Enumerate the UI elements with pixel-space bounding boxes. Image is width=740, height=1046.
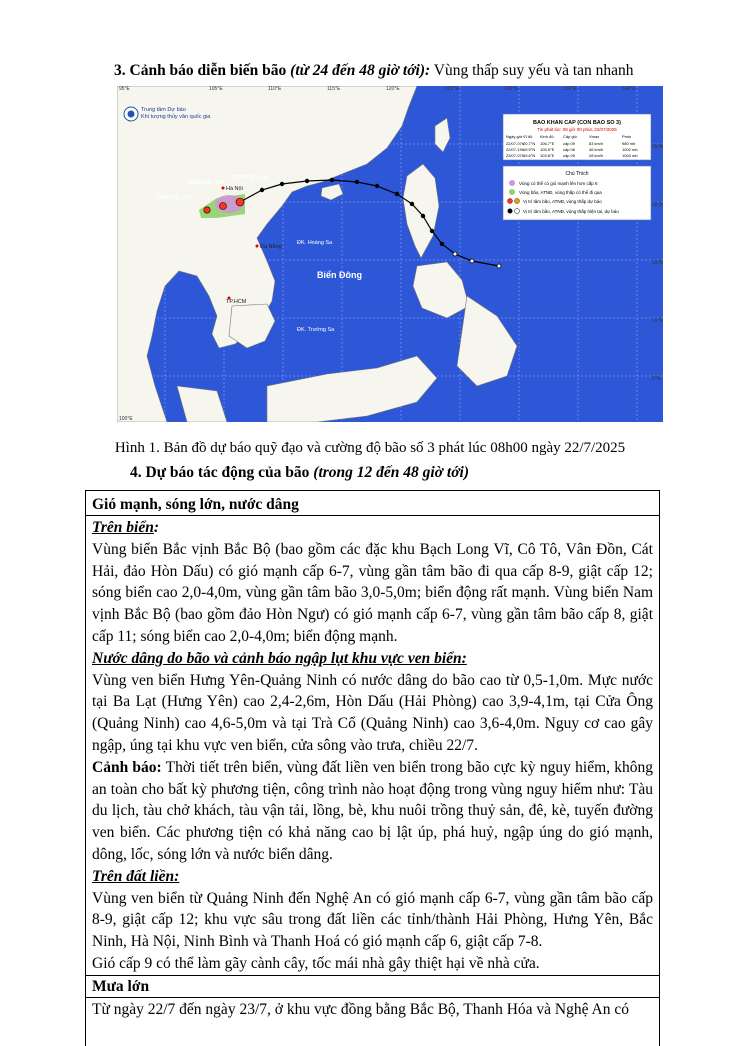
figure-caption: Hình 1. Bản đồ dự báo quỹ đạo và cường độ bão số 3 phát lúc 08h00 ngày 22/7/2025	[114, 440, 626, 456]
map-legend	[503, 166, 651, 220]
land-lead: Trên đất liền:	[92, 867, 180, 885]
table-header: Ngày-giờ	[506, 134, 523, 139]
agency-name-2: Khí tượng thủy văn quốc gia	[141, 114, 211, 120]
legend-title: Chú Thích	[565, 171, 589, 177]
table-header: Pmin	[622, 134, 632, 139]
table-header: Vmax	[589, 134, 600, 139]
table-cell: 46 km/h	[589, 147, 604, 152]
place-label: ĐK. Trường Sa	[297, 327, 335, 333]
legend-swatch-current	[508, 209, 513, 214]
table-cell: 22/07-19h	[506, 147, 525, 152]
table-cell: 105.5°E	[540, 147, 555, 152]
sea-paragraph: Trên biển:	[92, 519, 160, 536]
impact-table	[85, 490, 660, 1046]
storm-forecast-map	[117, 86, 663, 422]
section4-title: Dự báo tác động của bão	[145, 464, 310, 481]
damage-text: Gió cấp 9 có thể làm gãy cành cây, tốc mái nhà gây thiệt hại về nhà cửa.	[92, 954, 540, 972]
table-cell: 106.7°E	[540, 141, 555, 146]
lat-tick: 15°N	[652, 260, 663, 266]
time-label: 22/07/25 - 19h	[189, 180, 225, 186]
rain-section-title: Mưa lớn	[86, 975, 659, 997]
table-cell: 19.9°N	[523, 147, 536, 152]
section3-number: 3.	[114, 62, 126, 79]
place-label: ĐK. Hoàng Sa	[297, 240, 333, 246]
section4-period: (trong 12 đến 48 giờ tới)	[313, 464, 469, 481]
rain-section-body	[86, 997, 659, 1021]
lon-tick: 100°E	[119, 416, 133, 422]
lon-tick: 115°E	[327, 86, 341, 92]
table-cell: 980 mb	[622, 141, 636, 146]
legend-swatch-wind	[509, 180, 515, 186]
lon-tick: 140°E	[622, 86, 636, 92]
sea-lead: Trên biển	[92, 519, 154, 536]
lon-tick: 125°E	[445, 86, 459, 92]
table-cell: 20.7°N	[523, 141, 536, 146]
table-cell: 19.6°N	[523, 153, 536, 158]
section4-number: 4.	[130, 464, 142, 481]
section3-heading	[114, 62, 634, 80]
surge-lead: Nước dâng do bão và cảnh báo ngập lụt khu vực ven biển:	[92, 649, 467, 667]
legend-item: Vị trí tâm bão, ATNĐ, vùng thấp dự báo	[523, 199, 602, 204]
legend-swatch-forecast	[508, 199, 513, 204]
wind-section-title: Gió mạnh, sóng lớn, nước dâng	[92, 496, 299, 513]
warning-text: Thời tiết trên biển, vùng đất liền ven biển trong bão cực kỳ nguy hiểm, không an toàn cho bất kỳ phương tiện, công trình nào hoạt động trong vùng nguy hiểm như: Tàu du lịch, tàu chở khách, tàu vận tải, lồng, bè, khu nuôi trồng thuỷ sản, đê, kè, tuyến đường ven biển. Các phương tiện có khả năng cao bị lật úp, phá huỷ, ngập úng do gió mạnh, dông, lốc, sóng lớn và nước biển dâng.	[92, 758, 653, 863]
table-cell: 83 km/h	[589, 141, 604, 146]
table-cell: 28 km/h	[589, 153, 604, 158]
lat-tick: 20°N	[652, 202, 663, 208]
table-cell: cấp 06	[563, 147, 576, 152]
bulletin-info-box	[503, 114, 651, 160]
legend-swatch-cone	[509, 189, 515, 195]
section3-period: (từ 24 đến 48 giờ tới):	[290, 62, 431, 79]
time-label: 22/07/25 - 07h	[233, 175, 269, 181]
legend-item: Vùng bão, ATNĐ, vùng thấp có thể đi qua	[519, 190, 602, 195]
lon-tick: 110°E	[268, 86, 282, 92]
table-cell: 22/07-07h	[506, 141, 525, 146]
table-cell: cấp 09	[563, 141, 576, 146]
table-cell: 1002 mb	[622, 147, 638, 152]
section4-heading	[130, 464, 469, 482]
wind-section-body	[86, 515, 659, 975]
legend-item: Vị trí tâm bão, ATNĐ, vùng thấp hiện tại, dự báo	[523, 209, 619, 214]
lon-tick: 130°E	[504, 86, 518, 92]
sea-text: Vùng biển Bắc vịnh Bắc Bộ (bao gồm các đặc khu Bạch Long Vĩ, Cô Tô, Vân Đồn, Cát Hải, đảo Hòn Dấu) có gió mạnh cấp 6-7, vùng gần tâm bão đi qua cấp 8-9, giật cấp 12; sóng biển cao 2,0-4,0m, vùng gần tâm bão 3,0-5,0m; biển động rất mạnh. Vùng biển Nam vịnh Bắc Bộ (bao gồm đảo Hòn Ngư) có gió mạnh cấp 6-7, vùng gần tâm bão cấp 8, giật cấp 11; sóng biển cao 2,0-4,0m; biển động mạnh.	[92, 540, 653, 645]
agency-name-1: Trung tâm Dự báo	[141, 107, 186, 113]
lat-tick: 5°N	[652, 376, 661, 382]
surge-text: Vùng ven biển Hưng Yên-Quảng Ninh có nước dâng do bão cao từ 0,5-1,0m. Mực nước tại Ba Lạt (Hưng Yên) cao 2,4-2,6m, Hòn Dấu (Hải Phòng) cao 3,9-4,1m, tại Cửa Ông (Quảng Ninh) cao 4,6-5,0m và tại Trà Cổ (Quảng Ninh) cao 3,6-4,0m. Nguy cơ cao gây ngập, úng tại khu vực ven biển, cửa sông vào trưa, chiều 22/7.	[92, 671, 653, 754]
bulletin-title: BAO KHAN CAP (CON BAO SO 3)	[533, 120, 621, 126]
section3-title: Cảnh báo diễn biến bão	[129, 62, 287, 79]
lon-tick: 135°E	[563, 86, 577, 92]
warning-lead: Cảnh báo:	[92, 758, 162, 776]
time-label: 23/07/25 - 07h	[157, 195, 193, 201]
table-cell: 1004 mb	[622, 153, 638, 158]
sea-name-label: Biển Đông	[317, 270, 362, 280]
bulletin-issued: Tin phát lúc: 08 giờ 00 phút, 22/07/2025	[537, 127, 617, 132]
lon-tick: 105°E	[209, 86, 223, 92]
place-label: Hà Nội	[226, 186, 243, 192]
table-header: Vĩ độ	[523, 134, 533, 139]
rain-text: Từ ngày 22/7 đến ngày 23/7, ở khu vực đồng bằng Bắc Bộ, Thanh Hóa và Nghệ An có	[92, 1000, 629, 1018]
lon-tick: 95°E	[119, 86, 130, 92]
place-label: TP.HCM	[226, 299, 247, 305]
table-cell: 23/07-07h	[506, 153, 525, 158]
land-text: Vùng ven biển từ Quảng Ninh đến Nghệ An có gió mạnh cấp 6-7, vùng gần tâm bão cấp 8-9, giật cấp 12; khu vực sâu trong đất liền các tỉnh/thành Hải Phòng, Hưng Yên, Bắc Ninh, Hà Nội, Ninh Bình và Thanh Hoá có gió mạnh cấp 6, giật cấp 7-8.	[92, 889, 653, 951]
table-header: Kinh độ	[540, 134, 554, 139]
table-cell: 103.8°E	[540, 153, 555, 158]
lat-tick: 25°N	[652, 144, 663, 150]
table-header: Cấp gió	[563, 134, 577, 139]
lat-tick: 10°N	[652, 318, 663, 324]
lon-tick: 120°E	[386, 86, 400, 92]
table-cell: cấp 05	[563, 153, 576, 158]
legend-item: Vùng có thể có gió mạnh lên hơn cấp 6	[519, 181, 598, 186]
place-label: Đà Nẵng	[260, 244, 282, 250]
section3-summary: Vùng thấp suy yếu và tan nhanh	[433, 62, 634, 79]
